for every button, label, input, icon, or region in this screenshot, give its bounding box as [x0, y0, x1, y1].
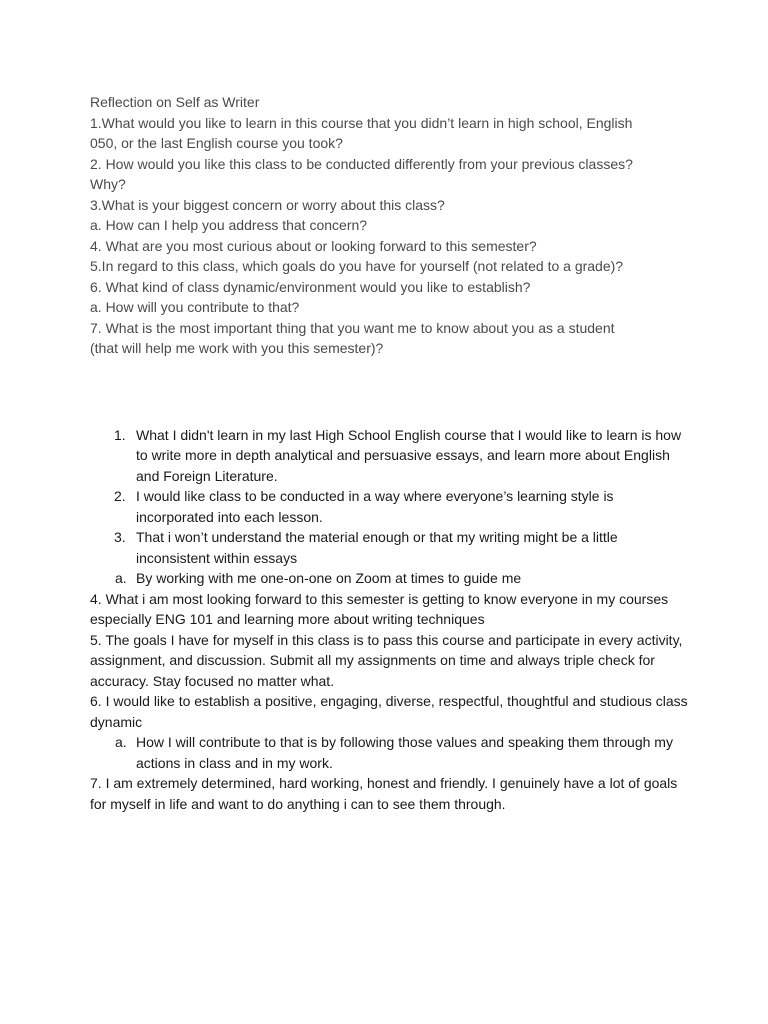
list-number: 1.	[114, 426, 126, 443]
answer-text: I would like class to be conducted in a way where everyone’s learning style is incorporated into each lesson.	[136, 488, 614, 525]
prompt-line: 2. How would you like this class to be conducted differently from your previous classes?	[90, 155, 633, 172]
prompt-line: (that will help me work with you this semester)?	[90, 340, 384, 356]
list-letter: a.	[115, 570, 127, 586]
answer-item-6: 6. I would like to establish a positive, engaging, diverse, respectful, thoughtful and studious class dynamic	[90, 693, 688, 730]
answer-text: By working with me one-on-one on Zoom at times to guide me	[136, 570, 522, 586]
prompt-line: a. How can I help you address that concern?	[90, 217, 368, 233]
document-body	[90, 92, 690, 814]
answer-item-5: 5. The goals I have for myself in this class is to pass this course and participate in every activity, assignment, and discussion. Submit all my assignments on time and always triple check for accuracy. Stay focused no matter what.	[90, 631, 683, 689]
answer-item-7: 7. I am extremely determined, hard working, honest and friendly. I genuinely have a lot of goals for myself in life and want to do anything i can to see them through.	[90, 775, 678, 812]
answer-text: How I will contribute to that is by following those values and speaking them through my actions in class and in my work.	[136, 734, 673, 771]
answer-text: What I didn't learn in my last High School English course that I would like to learn is how to write more in depth analytical and persuasive essays, and learn more about English and Foreign Literature.	[136, 426, 682, 484]
prompt-line: 1.What would you like to learn in this course that you didn’t learn in high school, English	[90, 114, 633, 131]
blank-space	[90, 359, 690, 425]
prompt-line: 7. What is the most important thing that you want me to know about you as a student	[90, 319, 615, 336]
list-letter: a.	[115, 734, 127, 750]
prompt-line: 4. What are you most curious about or looking forward to this semester?	[90, 237, 537, 254]
list-number: 3.	[114, 529, 126, 545]
answer-item-1	[90, 425, 690, 487]
answer-item-4: 4. What i am most looking forward to this semester is getting to know everyone in my courses especially ENG 101 and learning more about writing techniques	[90, 590, 669, 627]
prompt-line: 3.What is your biggest concern or worry about this class?	[90, 196, 445, 213]
answer-text: That i won’t understand the material enough or that my writing might be a little inconsistent within essays	[136, 529, 618, 566]
document-title: Reflection on Self as Writer	[90, 94, 260, 110]
list-number: 2.	[114, 488, 126, 504]
answer-item-3	[90, 527, 690, 568]
answer-item-2	[90, 486, 690, 527]
prompt-line: a. How will you contribute to that?	[90, 299, 300, 315]
prompt-line: 6. What kind of class dynamic/environment would you like to establish?	[90, 278, 531, 295]
prompt-line: 050, or the last English course you took?	[90, 135, 343, 151]
prompt-line: 5.In regard to this class, which goals do you have for yourself (not related to a grade)?	[90, 258, 624, 274]
answer-item-3a	[90, 568, 690, 589]
prompt-line: Why?	[90, 176, 126, 192]
answer-item-6a	[90, 732, 690, 773]
